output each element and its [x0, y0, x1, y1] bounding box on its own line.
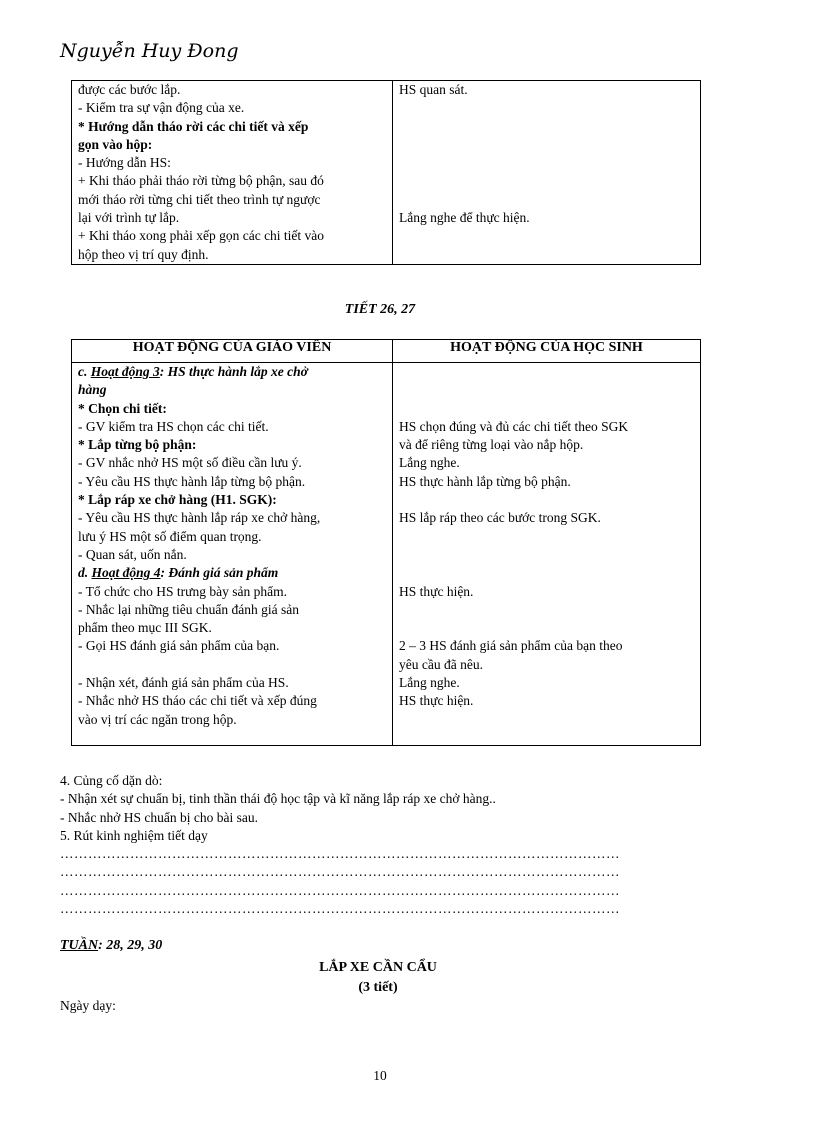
teacher-activity-line: * Chọn chi tiết: [78, 400, 167, 416]
teacher-activity-line: lưu ý HS một số điểm quan trọng. [78, 528, 262, 544]
lesson-title: LẮP XE CẦN CẨU [319, 960, 437, 975]
teacher-activity-line: lại với trình tự lắp. [78, 210, 180, 226]
teacher-activity-line: + Khi tháo phải tháo rời từng bộ phận, sau đó [78, 173, 324, 189]
student-activity-line: 2 – 3 HS đánh giá sản phẩm của bạn theo [399, 638, 623, 654]
student-activity-line [399, 118, 694, 136]
student-activity-line [399, 172, 694, 190]
teacher-column [72, 81, 393, 265]
student-activity-line: HS quan sát. [399, 82, 468, 97]
student-activity-line [399, 491, 694, 509]
dotted-line: ………………………………………………………………………………………………………… [60, 864, 620, 880]
student-column [393, 81, 701, 265]
lesson-duration: (3 tiết) [358, 980, 398, 995]
teacher-activity-line: * Lắp từng bộ phận: [78, 437, 197, 453]
closing-line: 5. Rút kinh nghiệm tiết dạy [60, 827, 208, 843]
teacher-activity-line: - Nhắc lại những tiêu chuẩn đánh giá sản [78, 601, 299, 617]
teacher-activity-header: HOẠT ĐỘNG CỦA GIÁO VIÊN [72, 340, 393, 363]
continued-activity-table [71, 80, 701, 265]
student-activity-line: yêu cầu đã nêu. [399, 656, 483, 672]
student-activity-line [399, 191, 694, 209]
teacher-activity-line: mới tháo rời từng chi tiết theo trình tự ngược [78, 191, 321, 207]
page-number: 10 [373, 1068, 387, 1083]
student-activity-line [399, 400, 694, 418]
student-activity-line: Lắng nghe. [399, 455, 460, 471]
dotted-line: ………………………………………………………………………………………………………… [60, 882, 620, 898]
teacher-activity-line: - Tổ chức cho HS trưng bày sản phẩm. [78, 583, 287, 599]
student-activity-line: Lắng nghe để thực hiện. [399, 210, 530, 226]
student-activity-line [399, 363, 694, 381]
lesson-closing [60, 772, 660, 918]
teacher-activity-line: phẩm theo mục III SGK. [78, 620, 212, 636]
teacher-activity-line: - Nhắc nhở HS tháo các chi tiết và xếp đúng [78, 693, 317, 709]
student-activity-line: HS chọn đúng và đủ các chi tiết theo SGK [399, 418, 629, 434]
teacher-activity-line: - GV nhắc nhở HS một số điều cần lưu ý. [78, 455, 302, 471]
student-activity-line [399, 528, 694, 546]
student-activity-line: HS lắp ráp theo các bước trong SGK. [399, 510, 601, 526]
teacher-activity-line: gọn vào hộp: [78, 136, 153, 152]
teacher-activity-line: c. Hoạt động 3: HS thực hành lắp xe chở [78, 364, 308, 379]
teacher-activity-line: + Khi tháo xong phải xếp gọn các chi tiết vào [78, 228, 325, 244]
student-activity-line [399, 601, 694, 619]
teacher-activity-line: - Kiểm tra sự vận động của xe. [78, 100, 245, 116]
teacher-activity-line: - Yêu cầu HS thực hành lắp ráp xe chở hàng, [78, 510, 321, 526]
student-activity-line [399, 711, 694, 729]
closing-line: - Nhận xét sự chuẩn bị, tinh thần thái độ học tập và kĩ năng lắp ráp xe chở hàng.. [60, 791, 496, 807]
teacher-activity-line: * Lắp ráp xe chở hàng (H1. SGK): [78, 492, 277, 508]
student-activity-line [399, 227, 694, 245]
student-activity-line: Lắng nghe. [399, 675, 460, 691]
teacher-activity-line: d. Hoạt động 4: Đánh giá sản phẩm [78, 565, 279, 581]
student-activity-line [399, 154, 694, 172]
student-activity-line [399, 381, 694, 399]
teacher-activity-line: - Gọi HS đánh giá sản phẩm của bạn. [78, 638, 280, 654]
week-numbers: : 28, 29, 30 [98, 938, 163, 953]
teacher-activity-line: - GV kiểm tra HS chọn các chi tiết. [78, 418, 269, 434]
teacher-activity-line [78, 656, 386, 674]
student-activity-line [399, 246, 694, 264]
student-column [393, 363, 701, 746]
student-activity-line: HS thực hiện. [399, 583, 474, 599]
student-activity-line [399, 564, 694, 582]
student-activity-header: HOẠT ĐỘNG CỦA HỌC SINH [393, 340, 701, 363]
student-activity-line: HS thực hiện. [399, 693, 474, 709]
lesson-heading [0, 958, 756, 998]
student-activity-line [399, 619, 694, 637]
teacher-activity-line: được các bước lắp. [78, 82, 181, 97]
teacher-activity-line: - Quan sát, uốn nắn. [78, 546, 187, 562]
activity-table [71, 339, 701, 746]
dotted-line: ………………………………………………………………………………………………………… [60, 846, 620, 862]
week-heading [60, 938, 162, 954]
student-activity-line [399, 136, 694, 154]
section-title: TIẾT 26, 27 [344, 302, 416, 317]
closing-line: 4. Củng cố dặn dò: [60, 773, 163, 788]
student-activity-line: và để riêng từng loại vào nắp hộp. [399, 437, 584, 453]
week-label: TUẦN [60, 938, 99, 953]
teacher-activity-line: hàng [78, 382, 107, 398]
student-activity-line: HS thực hành lắp từng bộ phận. [399, 473, 571, 489]
student-activity-line [399, 546, 694, 564]
teacher-activity-line: - Yêu cầu HS thực hành lắp từng bộ phận. [78, 473, 306, 489]
teacher-column [72, 363, 393, 746]
teacher-activity-line: hộp theo vị trí quy định. [78, 246, 209, 262]
dotted-line: ………………………………………………………………………………………………………… [60, 901, 620, 917]
teacher-activity-line: - Hướng dẫn HS: [78, 155, 171, 171]
student-activity-line [399, 99, 694, 117]
teacher-activity-line: vào vị trí các ngăn trong hộp. [78, 711, 237, 727]
closing-line: - Nhắc nhở HS chuẩn bị cho bài sau. [60, 809, 258, 825]
teacher-activity-line: * Hướng dẫn tháo rời các chi tiết và xếp [78, 118, 309, 134]
teaching-date: Ngày dạy: [60, 998, 116, 1013]
author-name: Nguyễn Huy Đong [60, 40, 239, 62]
teacher-activity-line: - Nhận xét, đánh giá sản phẩm của HS. [78, 675, 289, 691]
